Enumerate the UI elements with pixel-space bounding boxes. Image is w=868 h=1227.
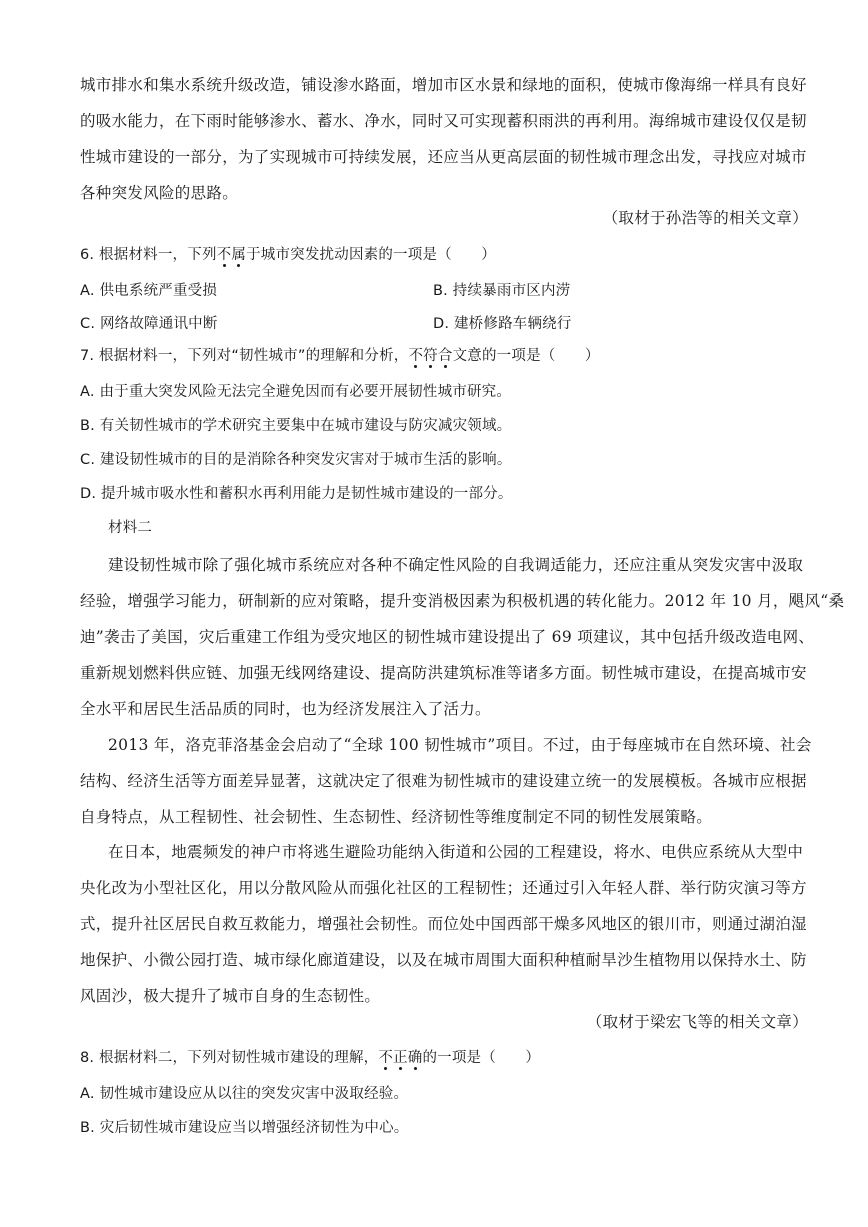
passage1-line: 各种突发风险的思路。 — [80, 184, 239, 202]
question-text: 6. 根据材料一，下列 — [80, 247, 217, 263]
emphasis-char: 正 — [393, 1050, 408, 1066]
option-a[interactable]: A. 由于重大突发风险无法完全避免因而有必要开展韧性城市研究。 — [80, 384, 512, 400]
emphasis-char: 不 — [378, 1050, 394, 1066]
emphasis-char: 不 — [216, 247, 232, 263]
option-c[interactable]: C. 建设韧性城市的目的是消除各种突发灾害对于城市生活的影响。 — [80, 452, 512, 468]
passage2-line: 重新规划燃料供应链、加强无线网络建设、提高防洪建筑标准等诸多方面。韧性城市建设，在提高城市安 — [80, 664, 807, 682]
question-text: 7. 根据材料一，下列对“韧性城市”的理解和分析， — [80, 348, 409, 364]
passage2-line: 地保护、小微公园打造、城市绿化廊道建设，以及在城市周围大面积种植耐旱沙生植物用以保持水土、防 — [80, 951, 807, 969]
source-citation: （取材于梁宏飞等的相关文章） — [586, 1013, 808, 1031]
emphasis-char: 符 — [423, 348, 438, 364]
passage2-line: 结构、经济生活等方面差异显著，这就决定了很难为韧性城市的建设建立统一的发展模板。各城市应根据 — [80, 772, 807, 790]
option-b[interactable]: B. 持续暴雨市区内涝 — [433, 283, 571, 299]
question-text: 于城市突发扰动因素的一项是（ ） — [246, 247, 496, 263]
question-text: 的一项是（ ） — [422, 1050, 541, 1066]
passage2-line: 建设韧性城市除了强化城市系统应对各种不确定性风险的自我调适能力，还应注重从突发灾害中汲取 — [108, 556, 804, 574]
passage2-line: 自身特点，从工程韧性、社会韧性、生态韧性、经济韧性等维度制定不同的韧性发展策略。 — [80, 808, 713, 826]
option-b[interactable]: B. 灾后韧性城市建设应当以增强经济韧性为中心。 — [80, 1120, 409, 1136]
option-b[interactable]: B. 有关韧性城市的学术研究主要集中在城市建设与防灾减灾领域。 — [80, 418, 512, 434]
passage2-line: 2013 年，洛克菲洛基金会启动了“全球 100 韧性城市”项目。不过，由于每座城市在自然环境、社会 — [108, 736, 812, 754]
passage2-line: 经验，增强学习能力，研制新的应对策略，提升变消极因素为积极机遇的转化能力。2012 年 10 月，飓风“桑 — [80, 592, 845, 610]
material-heading: 材料二 — [108, 520, 153, 536]
question-7-stem — [80, 346, 600, 366]
passage2-line: 式，提升社区居民自救互救能力，增强社会韧性。而位处中国西部干燥多风地区的银川市，则通过湖泊湿 — [80, 915, 807, 933]
option-c[interactable]: C. 网络故障通讯中断 — [80, 316, 218, 332]
passage2-line: 在日本，地震频发的神户市将逃生避险功能纳入街道和公园的工程建设，将水、电供应系统从大型中 — [108, 843, 804, 861]
question-text: 8. 根据材料二，下列对韧性城市建设的理解， — [80, 1050, 379, 1066]
passage2-line: 迪”袭击了美国，灾后重建工作组为受灾地区的韧性城市建设提出了 69 项建议，其中包括升级改造电网、 — [80, 628, 815, 646]
passage1-line: 性城市建设的一部分，为了实现城市可持续发展，还应当从更高层面的韧性城市理念出发，寻找应对城市 — [80, 148, 807, 166]
option-a[interactable]: A. 供电系统严重受损 — [80, 283, 218, 299]
option-d[interactable]: D. 建桥修路车辆绕行 — [433, 316, 572, 332]
emphasis-char: 合 — [437, 348, 453, 364]
passage2-line: 全水平和居民生活品质的同时，也为经济发展注入了活力。 — [80, 700, 491, 718]
question-8-stem — [80, 1048, 540, 1068]
passage1-line: 的吸水能力，在下雨时能够渗水、蓄水、净水，同时又可实现蓄积雨洪的再利用。海绵城市建设仅仅是韧 — [80, 112, 807, 130]
emphasis-char: 属 — [231, 247, 247, 263]
emphasis-char: 不 — [408, 348, 424, 364]
question-text: 文意的一项是（ ） — [452, 348, 600, 364]
option-a[interactable]: A. 韧性城市建设应从以往的突发灾害中汲取经验。 — [80, 1086, 409, 1102]
passage2-line: 风固沙，极大提升了城市自身的生态韧性。 — [80, 987, 381, 1005]
emphasis-char: 确 — [407, 1050, 423, 1066]
option-d[interactable]: D. 提升城市吸水性和蓄积水再利用能力是韧性城市建设的一部分。 — [80, 486, 513, 502]
question-6-stem — [80, 245, 496, 265]
passage2-line: 央化改为小型社区化，用以分散风险从而强化社区的工程韧性；还通过引入年轻人群、举行防灾演习等方 — [80, 879, 807, 897]
source-citation: （取材于孙浩等的相关文章） — [602, 209, 808, 227]
passage1-line: 城市排水和集水系统升级改造，铺设渗水路面，增加市区水景和绿地的面积，使城市像海绵一样具有良好 — [80, 76, 807, 94]
